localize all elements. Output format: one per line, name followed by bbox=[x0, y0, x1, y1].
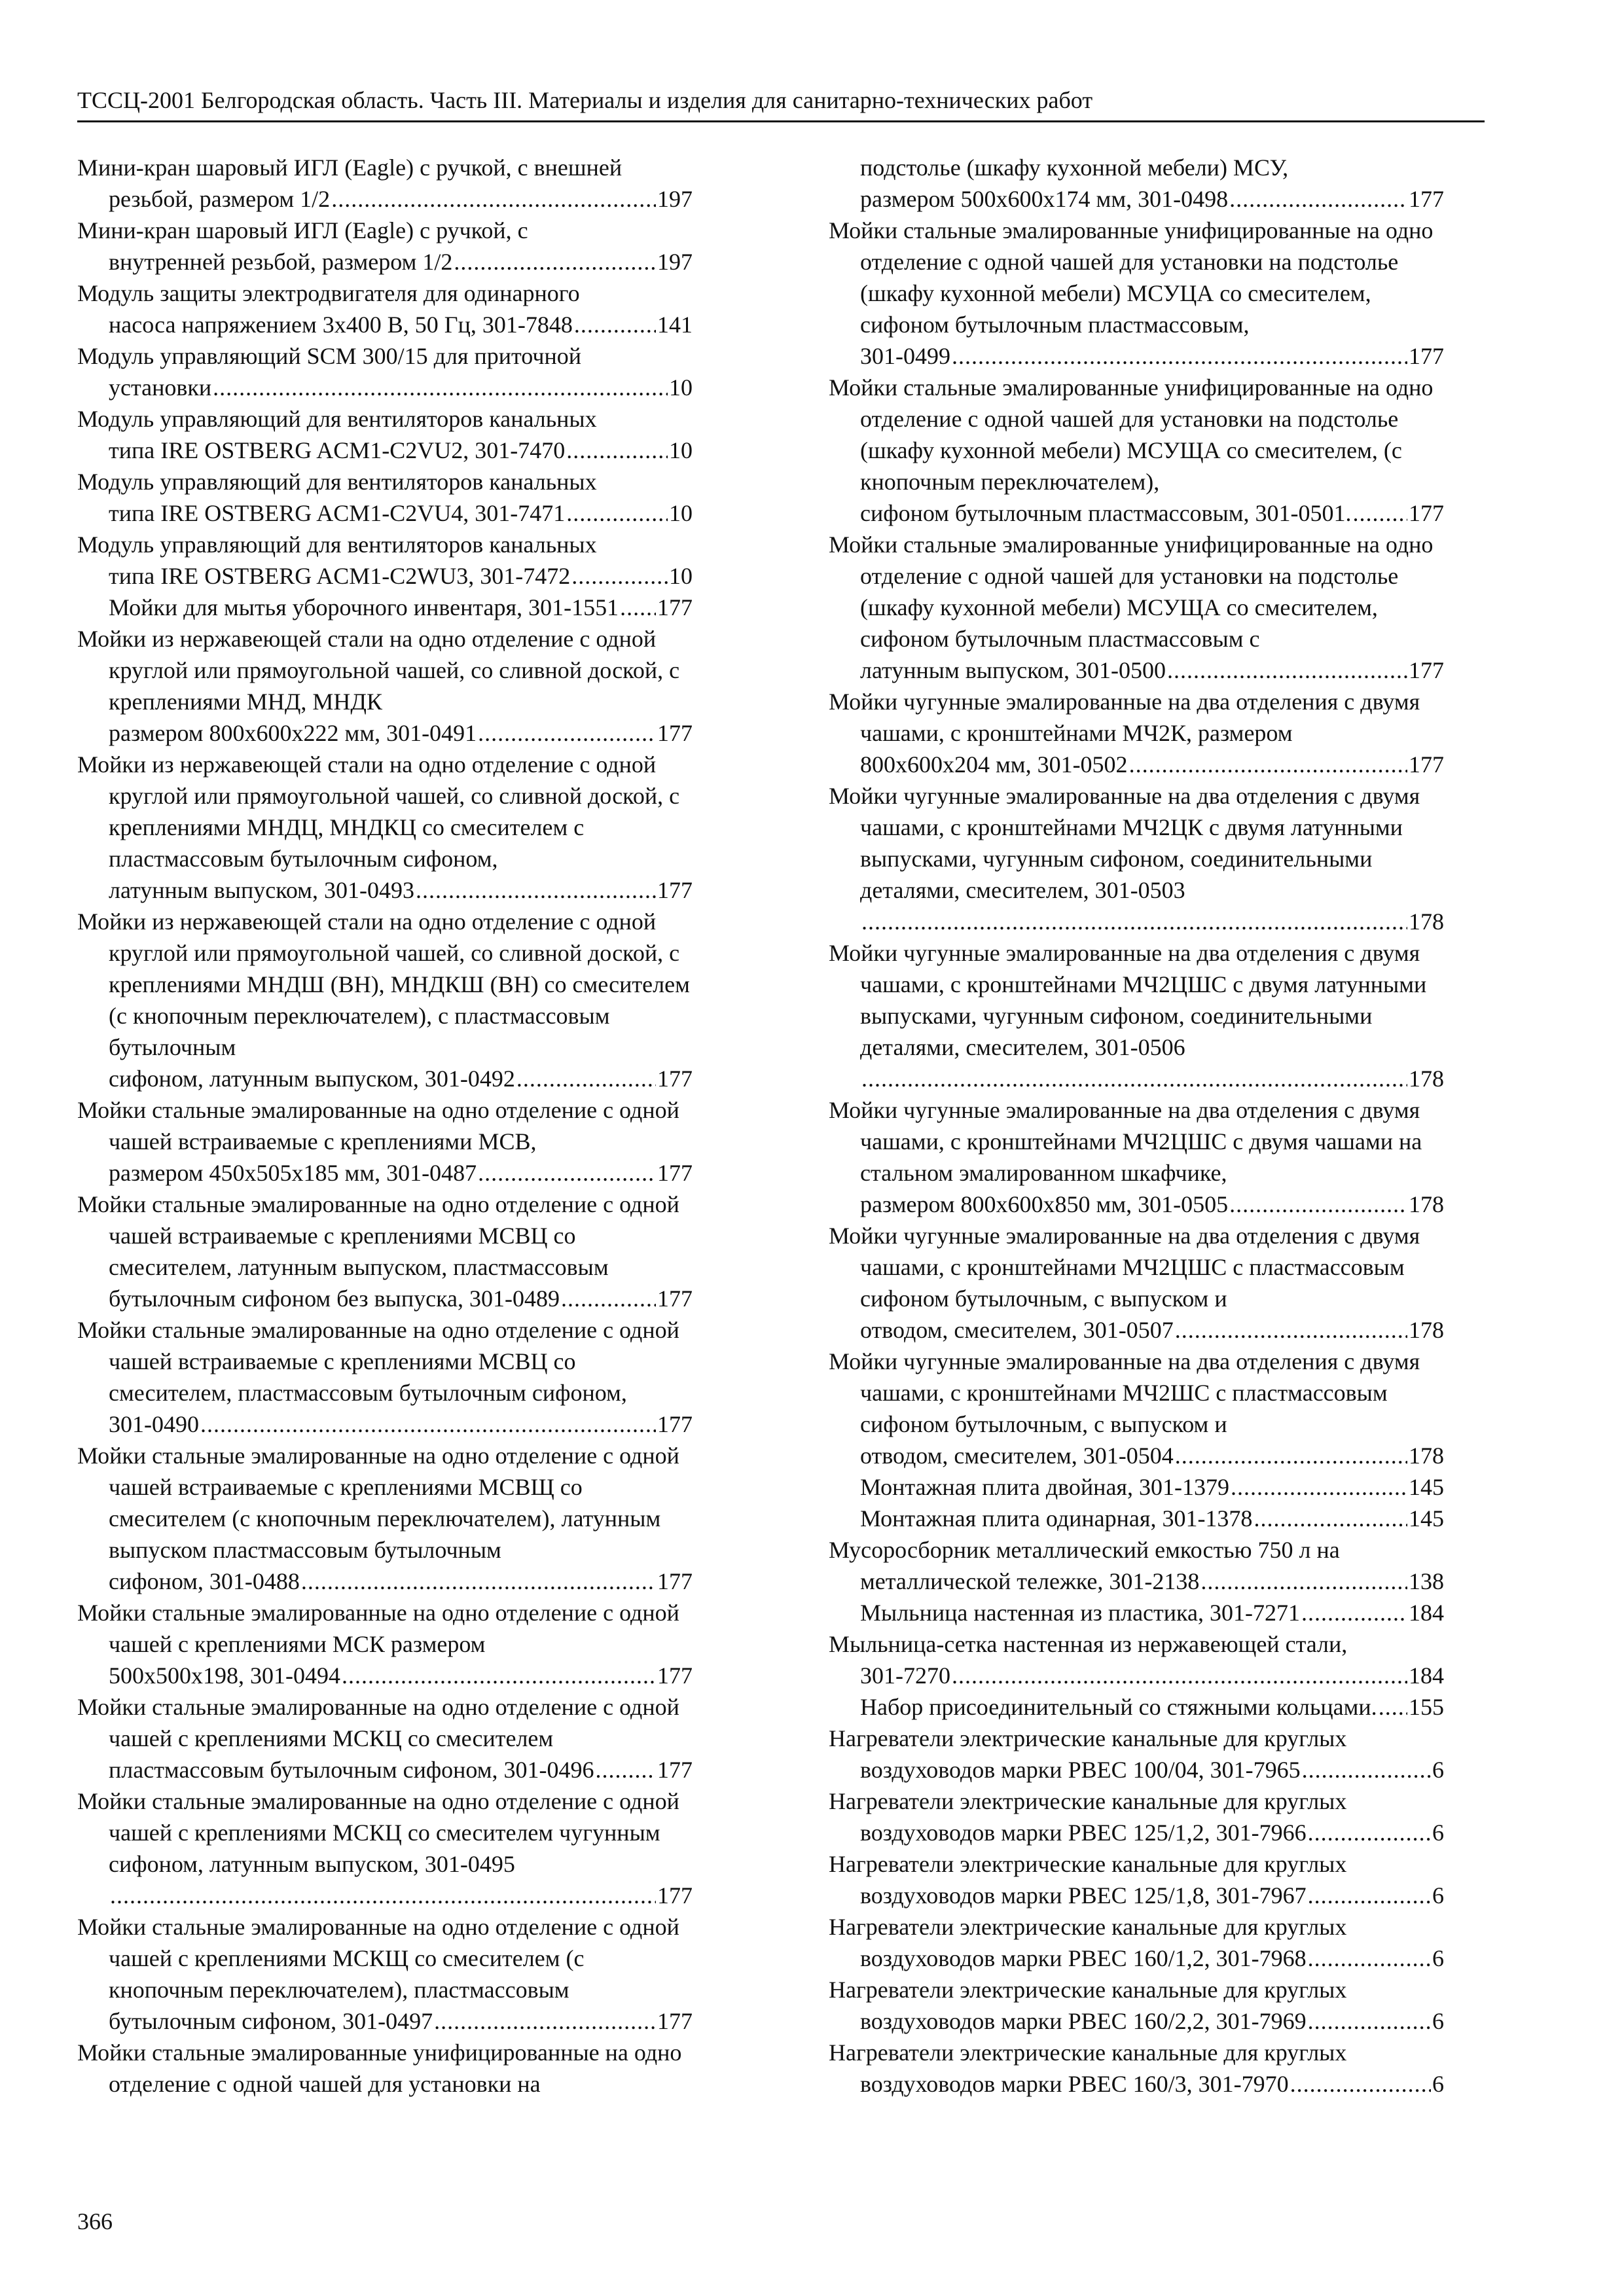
entry-last-line: 301-7270 bbox=[860, 1662, 950, 1689]
entry-leader-line bbox=[109, 592, 693, 623]
index-entry bbox=[77, 2037, 693, 2100]
dot-leader bbox=[1254, 1503, 1407, 1534]
entry-last-line: латунным выпуском, 301-0500 bbox=[860, 657, 1166, 683]
entry-leader-line bbox=[109, 1660, 693, 1691]
entry-leader-line bbox=[109, 183, 693, 215]
index-entry bbox=[829, 1471, 1444, 1503]
entry-leader-line bbox=[860, 1691, 1444, 1723]
entry-text: Нагреватели электрические канальные для круглых bbox=[829, 1725, 1347, 1751]
entry-text: Мойки стальные эмалированные унифицированные на одно отделение с одной чашей для установки на bbox=[77, 2039, 682, 2097]
entry-text: Мойки стальные эмалированные унифицированные на одно отделение с одной чашей для установки на подстолье (шкафу кухонной мебели) МСУЦА со смесителем, сифоном бутылочным пластмассовым, bbox=[829, 217, 1434, 338]
index-column-left bbox=[77, 152, 693, 2100]
entry-last-line: 301-0490 bbox=[109, 1411, 199, 1437]
page-reference: 178 bbox=[1409, 1317, 1444, 1343]
entry-leader-line bbox=[109, 1566, 693, 1597]
index-entry bbox=[77, 592, 693, 623]
entry-last-line: размером 500х600х174 мм, 301-0498 bbox=[860, 186, 1229, 212]
entry-last-line: 301-0499 bbox=[860, 343, 950, 369]
dot-leader bbox=[1302, 1754, 1431, 1785]
dot-leader bbox=[301, 1566, 656, 1597]
index-entry bbox=[77, 529, 693, 592]
page-reference: 6 bbox=[1432, 1945, 1444, 1971]
page-reference: 178 bbox=[1409, 1191, 1444, 1217]
page-reference: 6 bbox=[1432, 1820, 1444, 1846]
page-reference: 184 bbox=[1409, 1600, 1444, 1626]
entry-leader-line bbox=[109, 435, 693, 466]
entry-last-line: отводом, смесителем, 301-0507 bbox=[860, 1317, 1174, 1343]
entry-last-line: насоса напряжением 3х400 В, 50 Гц, 301-7848 bbox=[109, 312, 573, 338]
dot-leader bbox=[516, 1063, 656, 1094]
page-reference: 10 bbox=[669, 437, 693, 463]
entry-last-line: воздуховодов марки PBEC 100/04, 301-7965 bbox=[860, 1757, 1301, 1783]
page-reference: 184 bbox=[1409, 1662, 1444, 1689]
dot-leader bbox=[861, 906, 1407, 937]
entry-last-line: Набор присоединительный со стяжными кольцами. bbox=[860, 1694, 1377, 1720]
entry-text: Нагреватели электрические канальные для круглых bbox=[829, 1851, 1347, 1877]
dot-leader bbox=[1353, 497, 1407, 529]
page-reference: 10 bbox=[669, 500, 693, 526]
index-entry bbox=[829, 1911, 1444, 1974]
dot-leader bbox=[478, 717, 656, 749]
page-reference: 6 bbox=[1432, 2071, 1444, 2097]
index-entry bbox=[829, 1974, 1444, 2037]
dot-leader bbox=[574, 309, 656, 340]
dot-leader bbox=[1301, 1597, 1407, 1628]
entry-leader-line bbox=[860, 655, 1444, 686]
entry-last-line: пластмассовым бутылочным сифоном, 301-0496 bbox=[109, 1757, 594, 1783]
dot-leader bbox=[620, 592, 656, 623]
entry-last-line: резьбой, размером 1/2 bbox=[109, 186, 331, 212]
index-entry bbox=[829, 1094, 1444, 1220]
entry-leader-line bbox=[109, 372, 693, 403]
entry-leader-line bbox=[109, 1157, 693, 1189]
index-entry bbox=[829, 1534, 1444, 1597]
entry-text: Нагреватели электрические канальные для круглых bbox=[829, 1977, 1347, 2003]
index-entry bbox=[77, 466, 693, 529]
index-column-right bbox=[829, 152, 1444, 2100]
entry-leader-line bbox=[109, 1283, 693, 1314]
index-entry bbox=[77, 623, 693, 749]
entry-text: Мини-кран шаровый ИГЛ (Eagle) с ручкой, с bbox=[77, 217, 528, 243]
entry-last-line: Мыльница настенная из пластика, 301-7271 bbox=[860, 1600, 1300, 1626]
page-reference: 177 bbox=[1409, 186, 1444, 212]
entry-leader-line bbox=[860, 1063, 1444, 1094]
index-entry bbox=[829, 1597, 1444, 1628]
dot-leader bbox=[1308, 1817, 1431, 1848]
page-reference: 145 bbox=[1409, 1474, 1444, 1500]
entry-text: Мойки чугунные эмалированные на два отделения с двумя чашами, с кронштейнами МЧ2ЦШС с двумя чашами на стальном эмалированном шкафчике, bbox=[829, 1097, 1422, 1186]
index-entry bbox=[77, 749, 693, 906]
entry-text: Мойки стальные эмалированные на одно отделение с одной чашей с креплениями МСК размером bbox=[77, 1600, 679, 1657]
dot-leader bbox=[1308, 2005, 1431, 2037]
entry-leader-line bbox=[109, 1754, 693, 1785]
entry-last-line: типа IRE OSTBERG ACM1-C2WU3, 301-7472 bbox=[109, 563, 571, 589]
index-entry bbox=[77, 152, 693, 215]
dot-leader bbox=[331, 183, 656, 215]
page-reference: 155 bbox=[1409, 1694, 1444, 1720]
entry-last-line: воздуховодов марки PBEC 160/3, 301-7970 bbox=[860, 2071, 1289, 2097]
page-header: ТССЦ-2001 Белгородская область. Часть III. Материалы и изделия для санитарно-технических работ bbox=[77, 87, 1093, 113]
dot-leader bbox=[1231, 1471, 1407, 1503]
entry-text: Мойки стальные эмалированные на одно отделение с одной чашей встраиваемые с креплениями МСВЩ со смесителем (с кнопочным переключателем), латунным выпуском пластмассовым бутылочным bbox=[77, 1443, 679, 1563]
dot-leader bbox=[561, 1283, 656, 1314]
index-entry bbox=[829, 1346, 1444, 1471]
entry-text: Мойки чугунные эмалированные на два отделения с двумя чашами, с кронштейнами МЧ2ШС с пластмассовым сифоном бутылочным, с выпуском и bbox=[829, 1348, 1420, 1437]
entry-text: Мойки чугунные эмалированные на два отделения с двумя чашами, с кронштейнами МЧ2ЦШС с пластмассовым сифоном бутылочным, с выпуском и bbox=[829, 1223, 1420, 1312]
index-entry bbox=[77, 906, 693, 1094]
entry-last-line: воздуховодов марки PBEC 160/1,2, 301-7968 bbox=[860, 1945, 1307, 1971]
entry-text: Мойки из нержавеющей стали на одно отделение с одной круглой или прямоугольной чашей, со сливной доской, с креплениями МНДШ (ВН), МНДКШ (ВН) со смесителем (с кнопочным переключателем), с пластмассовым бутылочным bbox=[77, 908, 690, 1060]
page-reference: 178 bbox=[1409, 908, 1444, 935]
entry-last-line: воздуховодов марки PBEC 125/1,2, 301-7966 bbox=[860, 1820, 1307, 1846]
page-reference: 177 bbox=[1409, 500, 1444, 526]
entry-last-line: типа IRE OSTBERG ACM1-C2VU4, 301-7471 bbox=[109, 500, 566, 526]
entry-leader-line bbox=[860, 1597, 1444, 1628]
dot-leader bbox=[1175, 1314, 1407, 1346]
entry-leader-line bbox=[109, 246, 693, 278]
entry-leader-line bbox=[860, 1503, 1444, 1534]
page-reference: 177 bbox=[657, 1882, 693, 1909]
index-entry bbox=[829, 372, 1444, 529]
index-entry bbox=[829, 1848, 1444, 1911]
page-reference: 177 bbox=[657, 877, 693, 903]
page-reference: 177 bbox=[1409, 751, 1444, 778]
page-reference: 138 bbox=[1409, 1568, 1444, 1594]
page-reference: 6 bbox=[1432, 2008, 1444, 2034]
index-entry bbox=[829, 937, 1444, 1094]
entry-last-line: установки bbox=[109, 374, 212, 401]
page-number: 366 bbox=[77, 2208, 113, 2234]
index-entry bbox=[77, 1911, 693, 2037]
page-reference: 10 bbox=[669, 563, 693, 589]
page-reference: 177 bbox=[657, 1285, 693, 1312]
header-rule bbox=[77, 120, 1485, 122]
entry-text: Мойки чугунные эмалированные на два отделения с двумя чашами, с кронштейнами МЧ2ЦК с двумя латунными выпусками, чугунным сифоном, соединительными деталями, смесителем, 301-0503 bbox=[829, 783, 1420, 903]
entry-last-line: отводом, смесителем, 301-0504 bbox=[860, 1443, 1174, 1469]
index-entry bbox=[77, 340, 693, 403]
entry-text: Мойки из нержавеющей стали на одно отделение с одной круглой или прямоугольной чашей, со сливной доской, с креплениями МНД, МНДК bbox=[77, 626, 680, 715]
index-entry bbox=[829, 686, 1444, 780]
entry-last-line: воздуховодов марки PBEC 125/1,8, 301-7967 bbox=[860, 1882, 1307, 1909]
entry-text: Мойки стальные эмалированные на одно отделение с одной чашей встраиваемые с креплениями МСВЦ со смесителем, пластмассовым бутылочным сифоном, bbox=[77, 1317, 679, 1406]
page-reference: 197 bbox=[657, 186, 693, 212]
dot-leader bbox=[1167, 655, 1407, 686]
index-entry bbox=[829, 1503, 1444, 1534]
index-entry bbox=[77, 1691, 693, 1785]
entry-leader-line bbox=[109, 560, 693, 592]
entry-leader-line bbox=[860, 497, 1444, 529]
page-reference: 177 bbox=[657, 720, 693, 746]
entry-leader-line bbox=[109, 717, 693, 749]
entry-text: Мойки стальные эмалированные на одно отделение с одной чашей встраиваемые с креплениями МСВЦ со смесителем, латунным выпуском, пластмассовым bbox=[77, 1191, 679, 1280]
index-entry bbox=[829, 215, 1444, 372]
entry-last-line: бутылочным сифоном без выпуска, 301-0489 bbox=[109, 1285, 560, 1312]
entry-leader-line bbox=[109, 497, 693, 529]
entry-text: Мойки стальные эмалированные на одно отделение с одной чашей с креплениями МСКЦ со смесителем чугунным сифоном, латунным выпуском, 301-0495 bbox=[77, 1788, 679, 1877]
entry-leader-line bbox=[109, 874, 693, 906]
entry-last-line: металлической тележке, 301-2138 bbox=[860, 1568, 1200, 1594]
page-reference: 6 bbox=[1432, 1882, 1444, 1909]
entry-leader-line bbox=[860, 1471, 1444, 1503]
dot-leader bbox=[1379, 1691, 1407, 1723]
dot-leader bbox=[952, 340, 1407, 372]
entry-text: Модуль управляющий для вентиляторов канальных bbox=[77, 531, 597, 558]
entry-last-line: размером 800х600х850 мм, 301-0505 bbox=[860, 1191, 1229, 1217]
entry-leader-line bbox=[860, 1440, 1444, 1471]
dot-leader bbox=[571, 560, 668, 592]
index-entry bbox=[829, 1628, 1444, 1691]
entry-text: Модуль управляющий для вентиляторов канальных bbox=[77, 469, 597, 495]
index-entry bbox=[77, 1785, 693, 1911]
index-entry bbox=[829, 152, 1444, 215]
index-entry bbox=[77, 215, 693, 278]
entry-leader-line bbox=[860, 1880, 1444, 1911]
entry-last-line: размером 800х600х222 мм, 301-0491 bbox=[109, 720, 477, 746]
entry-leader-line bbox=[109, 1063, 693, 1094]
index-entry bbox=[829, 2037, 1444, 2100]
entry-text: Мойки чугунные эмалированные на два отделения с двумя чашами, с кронштейнами МЧ2ЦШС с двумя латунными выпусками, чугунным сифоном, соединительными деталями, смесителем, 301-0506 bbox=[829, 940, 1427, 1060]
dot-leader bbox=[342, 1660, 656, 1691]
dot-leader bbox=[566, 497, 668, 529]
entry-last-line: сифоном, 301-0488 bbox=[109, 1568, 300, 1594]
dot-leader bbox=[1175, 1440, 1407, 1471]
entry-leader-line bbox=[860, 1754, 1444, 1785]
entry-text: Мыльница-сетка настенная из нержавеющей стали, bbox=[829, 1631, 1348, 1657]
entry-last-line: сифоном бутылочным пластмассовым, 301-0501. bbox=[860, 500, 1352, 526]
entry-leader-line bbox=[860, 1566, 1444, 1597]
index-entry bbox=[829, 1785, 1444, 1848]
entry-leader-line bbox=[109, 309, 693, 340]
entry-leader-line bbox=[860, 1817, 1444, 1848]
entry-last-line: сифоном, латунным выпуском, 301-0492 bbox=[109, 1066, 515, 1092]
entry-leader-line bbox=[860, 1314, 1444, 1346]
index-entry bbox=[77, 278, 693, 340]
entry-text: Мойки чугунные эмалированные на два отделения с двумя чашами, с кронштейнами МЧ2К, размером bbox=[829, 689, 1420, 746]
entry-leader-line bbox=[860, 1189, 1444, 1220]
index-entry bbox=[829, 1691, 1444, 1723]
index-entry bbox=[829, 1220, 1444, 1346]
page-reference: 177 bbox=[657, 1160, 693, 1186]
entry-leader-line bbox=[109, 1408, 693, 1440]
index-entry bbox=[77, 1314, 693, 1440]
index-entry bbox=[77, 403, 693, 466]
dot-leader bbox=[1290, 2068, 1431, 2100]
entry-text: Модуль управляющий SCM 300/15 для приточной bbox=[77, 343, 582, 369]
entry-text: Нагреватели электрические канальные для круглых bbox=[829, 1788, 1347, 1814]
dot-leader bbox=[1308, 1880, 1431, 1911]
page-reference: 141 bbox=[657, 312, 693, 338]
entry-last-line: размером 450х505х185 мм, 301-0487 bbox=[109, 1160, 477, 1186]
page-reference: 197 bbox=[657, 249, 693, 275]
entry-text: Мойки стальные эмалированные на одно отделение с одной чашей встраиваемые с креплениями МСВ, bbox=[77, 1097, 679, 1155]
entry-leader-line bbox=[860, 2068, 1444, 2100]
index-entry bbox=[829, 529, 1444, 686]
index-entry bbox=[77, 1094, 693, 1189]
dot-leader bbox=[596, 1754, 656, 1785]
entry-leader-line bbox=[860, 183, 1444, 215]
entry-text: Нагреватели электрические канальные для круглых bbox=[829, 2039, 1347, 2066]
entry-last-line: Монтажная плита одинарная, 301-1378 bbox=[860, 1505, 1253, 1532]
entry-leader-line bbox=[860, 906, 1444, 937]
entry-text: Мойки стальные эмалированные на одно отделение с одной чашей с креплениями МСКЩ со смесителем (с кнопочным переключателем), пластмассовым bbox=[77, 1914, 679, 2003]
page-reference: 177 bbox=[657, 1066, 693, 1092]
entry-text: Модуль защиты электродвигателя для одинарного bbox=[77, 280, 580, 306]
entry-last-line: внутренней резьбой, размером 1/2 bbox=[109, 249, 453, 275]
page-reference: 177 bbox=[657, 1411, 693, 1437]
entry-text: подстолье (шкафу кухонной мебели) МСУ, bbox=[860, 154, 1289, 181]
entry-text: Мойки стальные эмалированные унифицированные на одно отделение с одной чашей для установки на подстолье (шкафу кухонной мебели) МСУЩА со смесителем, (с кнопочным переключателем), bbox=[829, 374, 1434, 495]
page-reference: 6 bbox=[1432, 1757, 1444, 1783]
entry-leader-line bbox=[860, 1943, 1444, 1974]
dot-leader bbox=[454, 246, 656, 278]
entry-last-line: 800х600х204 мм, 301-0502 bbox=[860, 751, 1128, 778]
entry-text: Мойки из нержавеющей стали на одно отделение с одной круглой или прямоугольной чашей, со сливной доской, с креплениями МНДЦ, МНДКЦ со смесителем с пластмассовым бутылочным сифоном, bbox=[77, 751, 680, 872]
index-entry bbox=[77, 1597, 693, 1691]
dot-leader bbox=[200, 1408, 656, 1440]
dot-leader bbox=[1229, 183, 1407, 215]
dot-leader bbox=[1200, 1566, 1407, 1597]
entry-last-line: воздуховодов марки PBEC 160/2,2, 301-7969 bbox=[860, 2008, 1307, 2034]
entry-last-line: Мойки для мытья уборочного инвентаря, 301-1551 bbox=[109, 594, 619, 620]
dot-leader bbox=[478, 1157, 656, 1189]
entry-leader-line bbox=[109, 2005, 693, 2037]
dot-leader bbox=[1308, 1943, 1431, 1974]
page-reference: 178 bbox=[1409, 1443, 1444, 1469]
page-reference: 177 bbox=[657, 1568, 693, 1594]
entry-leader-line bbox=[860, 749, 1444, 780]
entry-text: Нагреватели электрические канальные для круглых bbox=[829, 1914, 1347, 1940]
entry-leader-line bbox=[860, 2005, 1444, 2037]
entry-leader-line bbox=[109, 1880, 693, 1911]
dot-leader bbox=[1229, 1189, 1407, 1220]
page-reference: 177 bbox=[657, 1662, 693, 1689]
entry-leader-line bbox=[860, 1660, 1444, 1691]
entry-text: Модуль управляющий для вентиляторов канальных bbox=[77, 406, 597, 432]
index-entry bbox=[829, 1723, 1444, 1785]
dot-leader bbox=[434, 2005, 656, 2037]
page-reference: 177 bbox=[657, 594, 693, 620]
entry-last-line: 500х500х198, 301-0494 bbox=[109, 1662, 340, 1689]
page-reference: 145 bbox=[1409, 1505, 1444, 1532]
entry-last-line: латунным выпуском, 301-0493 bbox=[109, 877, 414, 903]
dot-leader bbox=[416, 874, 656, 906]
entry-text: Мини-кран шаровый ИГЛ (Eagle) с ручкой, с внешней bbox=[77, 154, 623, 181]
dot-leader bbox=[110, 1880, 656, 1911]
index-entry bbox=[77, 1440, 693, 1597]
entry-last-line: бутылочным сифоном, 301-0497 bbox=[109, 2008, 433, 2034]
page-reference: 178 bbox=[1409, 1066, 1444, 1092]
index-entry bbox=[77, 1189, 693, 1314]
dot-leader bbox=[1129, 749, 1407, 780]
entry-text: Мусоросборник металлический емкостью 750 л на bbox=[829, 1537, 1340, 1563]
dot-leader bbox=[952, 1660, 1407, 1691]
entry-text: Мойки стальные эмалированные на одно отделение с одной чашей с креплениями МСКЦ со смесителем bbox=[77, 1694, 679, 1751]
page-reference: 177 bbox=[657, 1757, 693, 1783]
entry-leader-line bbox=[860, 340, 1444, 372]
index-entry bbox=[829, 780, 1444, 937]
dot-leader bbox=[861, 1063, 1407, 1094]
dot-leader bbox=[566, 435, 668, 466]
entry-last-line: Монтажная плита двойная, 301-1379 bbox=[860, 1474, 1229, 1500]
entry-text: Мойки стальные эмалированные унифицированные на одно отделение с одной чашей для установки на подстолье (шкафу кухонной мебели) МСУЩА со смесителем, сифоном бутылочным пластмассовым с bbox=[829, 531, 1434, 652]
page-reference: 177 bbox=[1409, 343, 1444, 369]
page-reference: 177 bbox=[657, 2008, 693, 2034]
entry-last-line: типа IRE OSTBERG ACM1-C2VU2, 301-7470 bbox=[109, 437, 566, 463]
page-reference: 10 bbox=[669, 374, 693, 401]
page-reference: 177 bbox=[1409, 657, 1444, 683]
dot-leader bbox=[213, 372, 668, 403]
